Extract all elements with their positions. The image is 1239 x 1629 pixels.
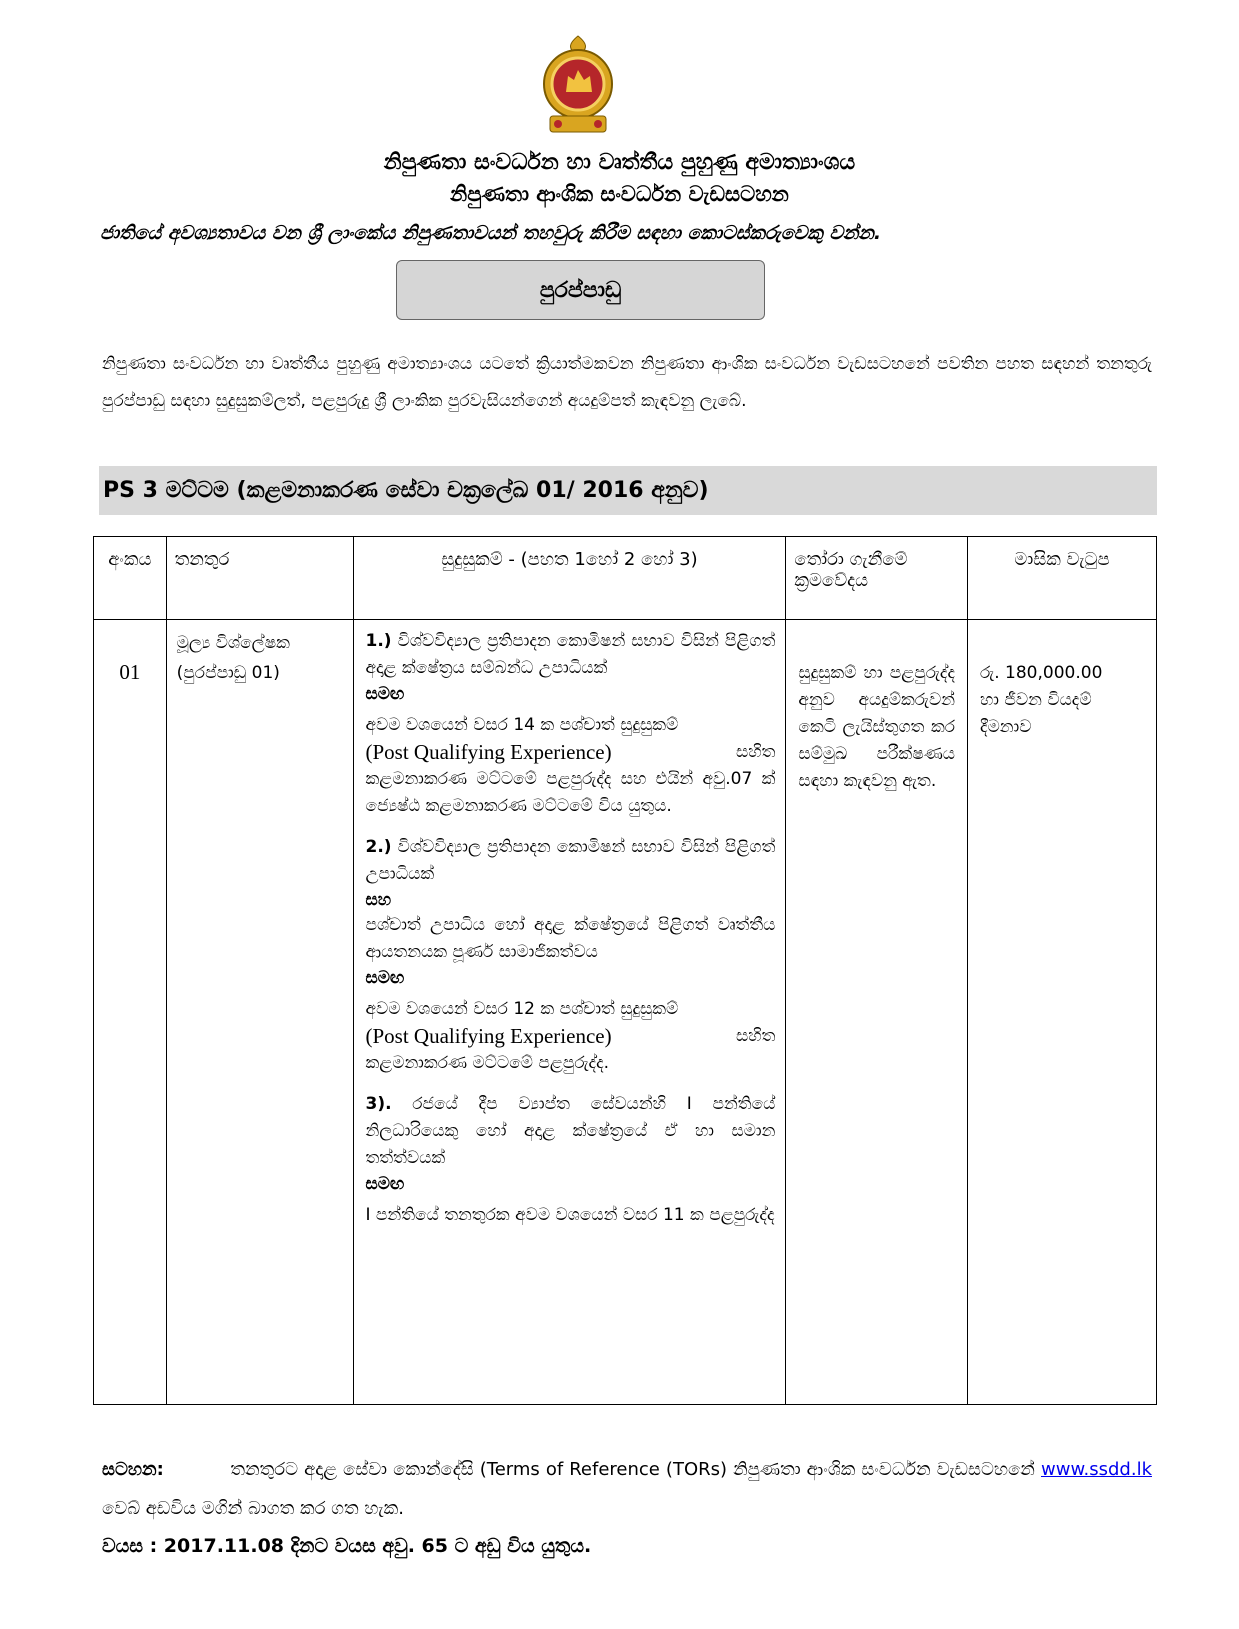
header-no: අංකය — [94, 537, 167, 620]
level-heading: PS 3 මට්ටම (කළමනාකරණ සේවා චක්‍රලේඛ 01/ 2016 අනුව) — [99, 466, 1157, 515]
q2-join: සහ — [365, 890, 392, 910]
q1-number: 1.) — [365, 631, 392, 651]
selection-method: සුදුසුකම් හා පළපුරුද්ද අනුව අයදුම්කරුවන් කෙටි ලැයිස්තුගත කර සම්මුඛ පරීක්ෂණය සඳහා කැඳවනු ඇත. — [786, 620, 968, 1405]
q2-postgrad: පශ්චාත් උපාධිය හෝ අදාළ ක්ෂේත්‍රයේ පිළිගත් වෘත්තීය ආයතනයක පූර්ණ සාමාජිකත්වය — [365, 915, 776, 962]
q1-experience: අවම වශයෙන් වසර 14 ක පශ්චාත් සුදුසුකම් — [365, 715, 679, 735]
q1-degree: විශ්වවිද්‍යාල ප්‍රතිපාදන කොමිෂන් සභාව විසින් පිළිගත් අදාළ ක්ෂේත්‍රය සම්බන්ධ උපාධියක් — [365, 631, 776, 678]
header-salary: මාසික වැටුප — [968, 537, 1157, 620]
table-header-row — [94, 537, 1157, 620]
q3-number: 3). — [365, 1094, 392, 1114]
q1-pqe-suffix: සහිත — [735, 742, 776, 762]
salary-cell — [968, 620, 1157, 1405]
header-post: තනතුර — [166, 537, 353, 620]
q2-experience: අවම වශයෙන් වසර 12 ක පශ්චාත් සුදුසුකම් — [365, 999, 679, 1019]
post-title: මූල්‍ය විශ්ලේෂක (පුරප්පාඩු 01) — [166, 620, 353, 1405]
vacancy-table — [93, 536, 1157, 1405]
note-paragraph — [102, 1450, 1152, 1528]
header-qualifications: සුදුසුකම් - (පහත 1හෝ 2 හෝ 3) — [353, 537, 786, 620]
q3-join: සමඟ — [365, 1174, 405, 1194]
national-emblem — [538, 34, 618, 138]
intro-paragraph: නිපුණතා සංවර්ධන හා වෘත්තීය පුහුණු අමාත්‍යාංශය යටතේ ක්‍රියාත්මකවන නිපුණතා ආංශික සංවර්ධන වැඩසටහනේ පවතින පහත සඳහන් තනතුරු පුරප්පාඩු සඳහා සුදුසුකම්ලත්, පළපුරුදු ශ්‍රී ලාංකික පුරවැසියන්ගෙන් අයදුම්පත් කැඳවනු ලැබේ. — [102, 354, 1152, 411]
q2-pqe-suffix: සහිත — [735, 1026, 776, 1046]
q2-pqe: (Post Qualifying Experience) — [365, 1024, 612, 1048]
q3-experience: I පන්තියේ තනතුරක අවම වශයෙන් වසර 11 ක පළපුරුද්ද — [365, 1205, 775, 1225]
q2-number: 2.) — [365, 837, 392, 857]
age-requirement: වයස : 2017.11.08 දිනට වයස අවු. 65 ට අඩු විය යුතුය. — [102, 1535, 592, 1557]
row-number: 01 — [94, 620, 167, 1405]
qualifications-cell — [353, 620, 786, 1405]
q3-officer: රජයේ දීප ව්‍යාප්ත සේවයන්හි I පන්තියේ නිලධාරියෙකු හෝ අදාළ ක්ෂේත්‍රයේ ඒ හා සමාන තත්ත්වයක් — [365, 1094, 776, 1168]
q2-join-2: සමඟ — [365, 968, 405, 988]
note-text: තනතුරට අදාළ සේවා කොන්දේසි (Terms of Reference (TORs) නිපුණතා ආංශික සංවර්ධන වැඩසටහනේ — [230, 1459, 1035, 1480]
salary-allowance: හා ජීවන වියදම් දීමනාව — [980, 690, 1092, 737]
ministry-name: නිපුණතා සංවර්ධන හා වෘත්තීය පුහුණු අමාත්‍යාංශය — [383, 150, 856, 175]
website-link[interactable]: www.ssdd.lk — [1041, 1459, 1152, 1480]
note-label: සටහන: — [102, 1459, 164, 1480]
q2-management: කළමනාකරණ මට්ටමේ පළපුරුද්ද. — [365, 1053, 610, 1073]
salary-amount: රු. 180,000.00 — [980, 663, 1103, 683]
slogan: ජාතියේ අවශ්‍යතාවය වන ශ්‍රී ලාංකේය නිපුණතාවයන් තහවුරු කිරීම සඳහා කොටස්කරුවෙකු වන්න. — [100, 222, 882, 244]
table-row — [94, 620, 1157, 1405]
vacancies-title: පුරප්පාඩු — [396, 260, 765, 320]
q2-degree: විශ්වවිද්‍යාල ප්‍රතිපාදන කොමිෂන් සභාව විසින් පිළිගත් උපාධියක් — [365, 837, 776, 884]
header-selection: තෝරා ගැනීමේ ක්‍රමවේදය — [786, 537, 968, 620]
q1-management: කළමනාකරණ මට්ටමේ පළපුරුද්ද සහ එයින් අවු.07 ක් ජ්‍යෙෂ්ඨ කළමනාකරණ මට්ටමේ විය යුතුය. — [365, 769, 776, 816]
note-text-2: වෙබ් අඩවිය මගින් බාගත කර ගත හැක. — [102, 1498, 404, 1519]
q1-pqe: (Post Qualifying Experience) — [365, 740, 612, 764]
q1-join: සමඟ — [365, 684, 405, 704]
program-name: නිපුණතා ආංශික සංවර්ධන වැඩසටහන — [450, 182, 789, 206]
